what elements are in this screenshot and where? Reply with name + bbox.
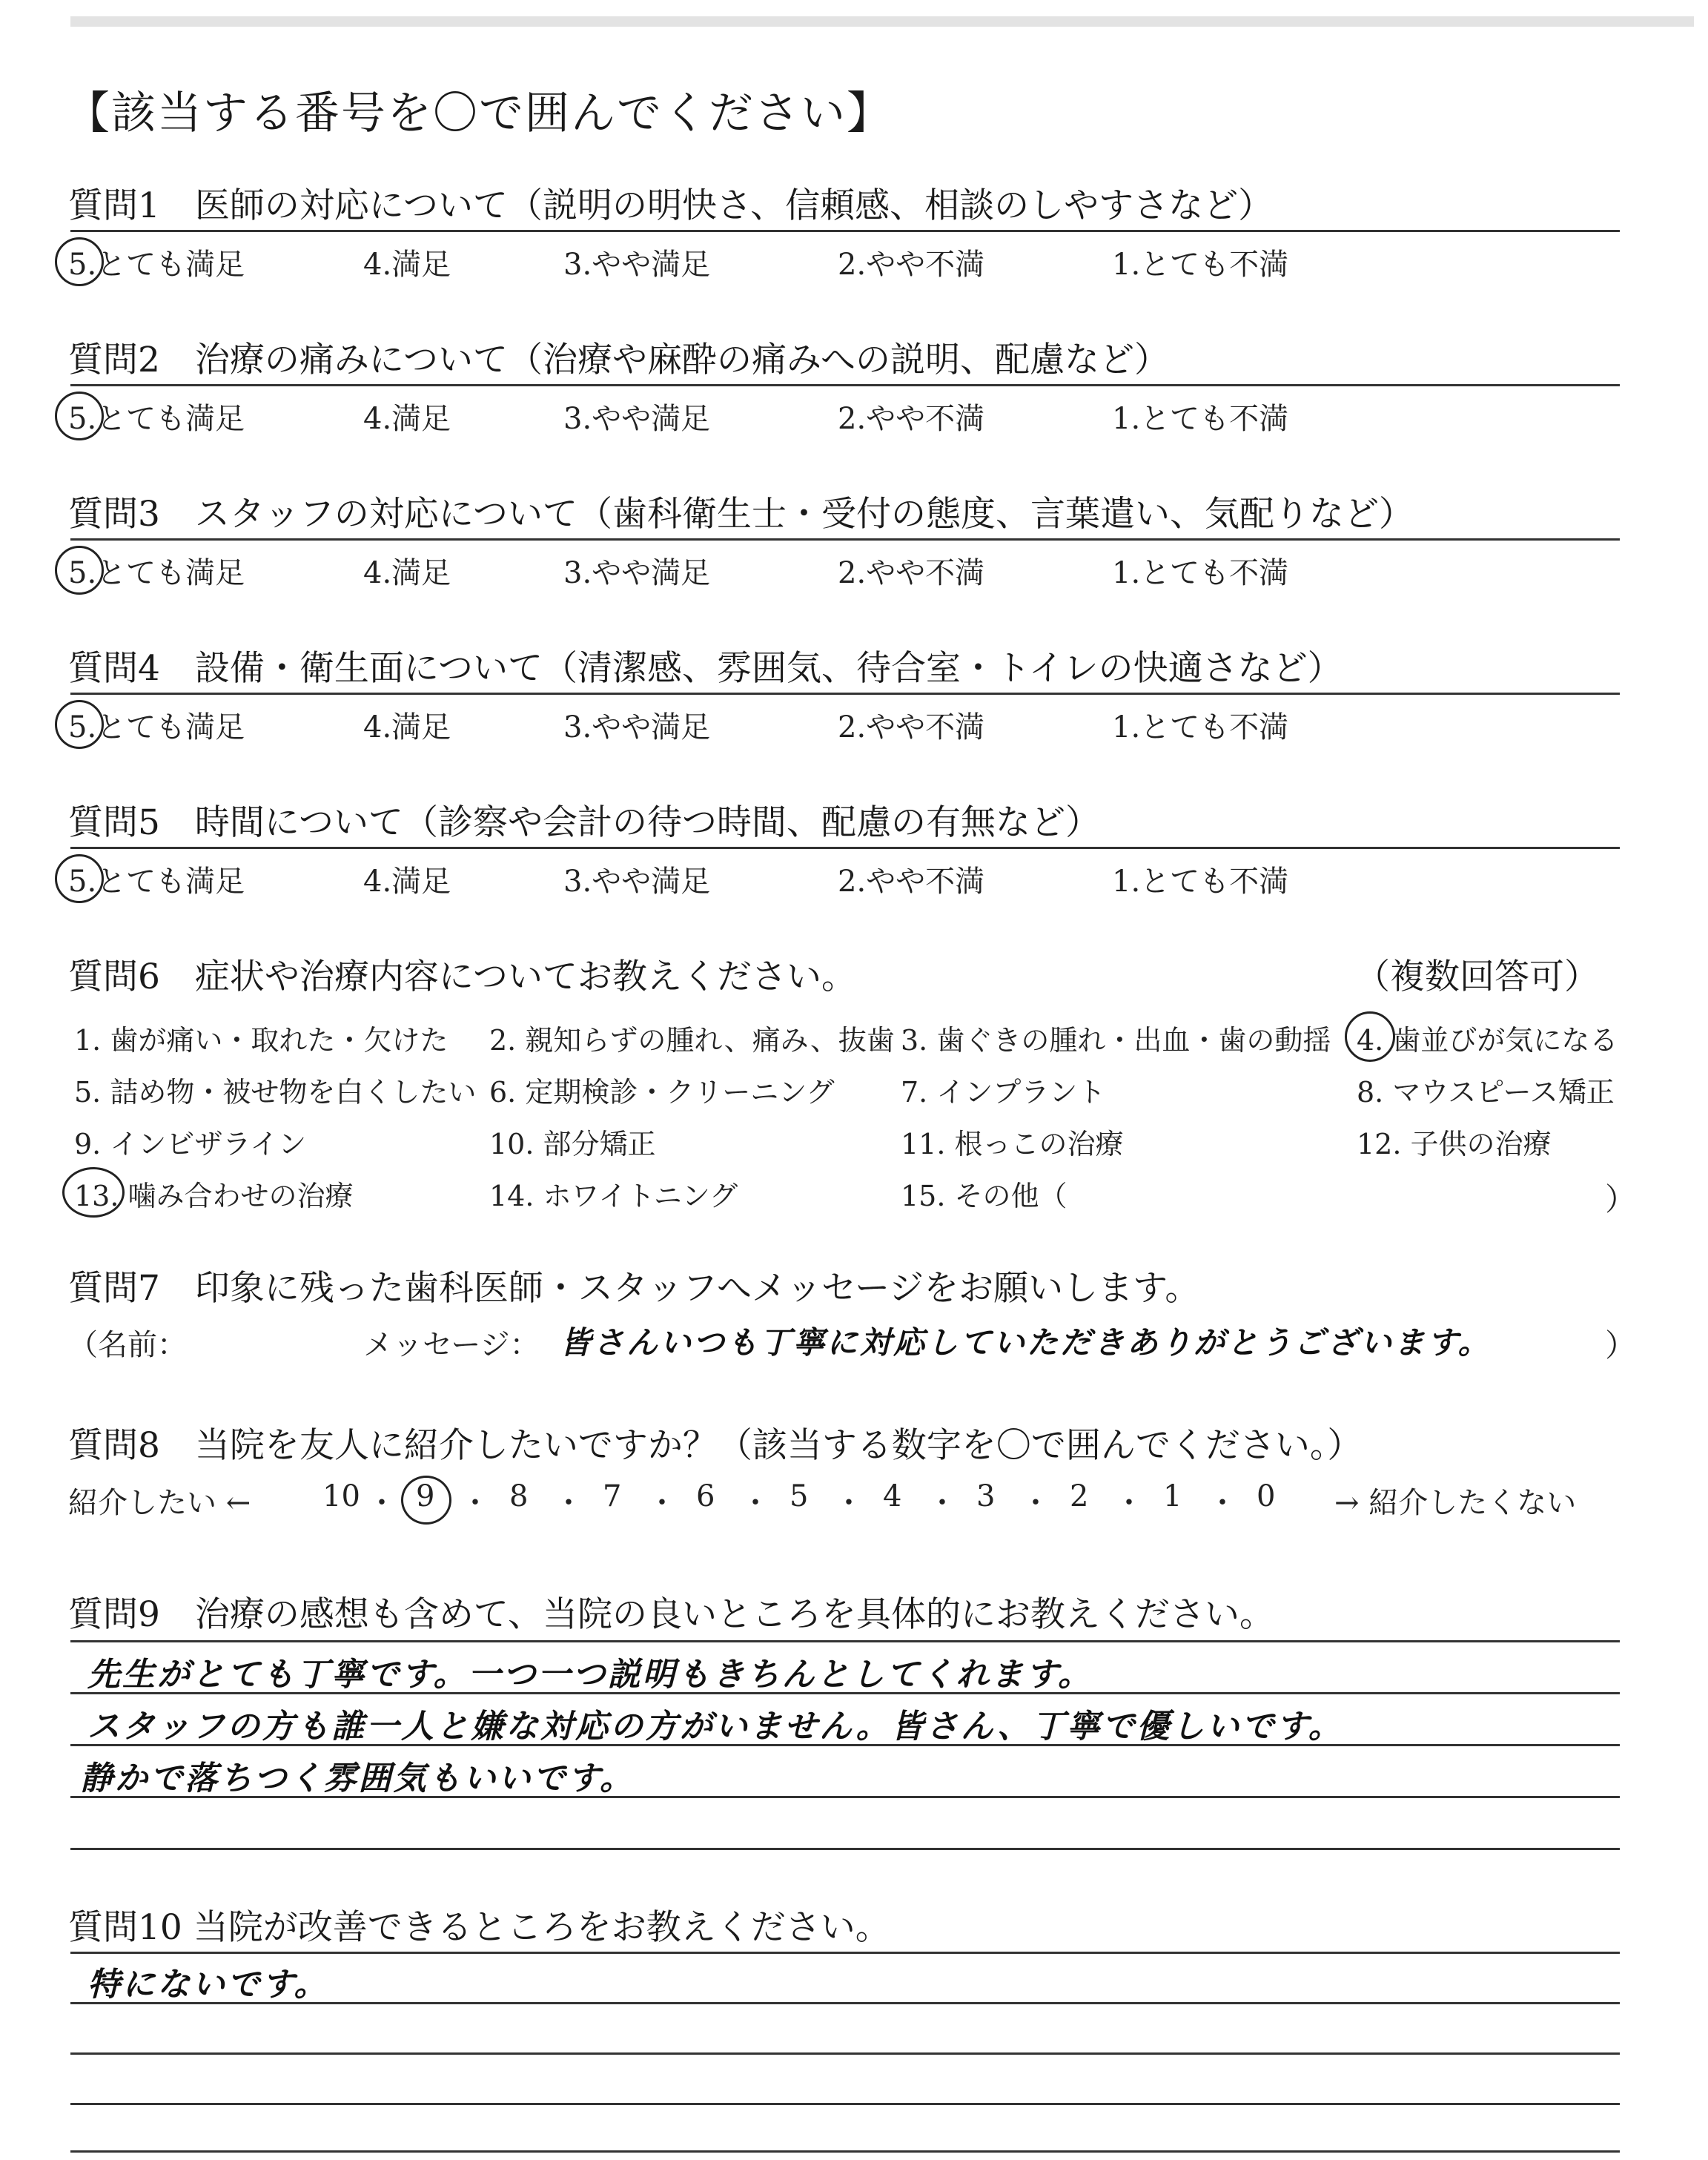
- q3-option-1[interactable]: 1.とても不満: [1112, 556, 1289, 590]
- q6-item-12[interactable]: 12. 子供の治療: [1357, 1128, 1552, 1160]
- q5-option-5[interactable]: 5.とても満足: [68, 865, 245, 899]
- q8-dot: ・: [554, 1486, 583, 1520]
- q8-dot: ・: [367, 1486, 397, 1520]
- q6-item-11[interactable]: 11. 根っこの治療: [901, 1128, 1124, 1160]
- q6-note: （複数回答可）: [1355, 957, 1599, 997]
- q4-option-5[interactable]: 5.とても満足: [68, 710, 245, 744]
- q1-option-4[interactable]: 4.満足: [363, 248, 451, 282]
- q1-selection-circle: [55, 237, 104, 286]
- page-title: 【該当する番号を〇で囲んでください】: [65, 87, 893, 139]
- q9-line-5: [70, 1848, 1620, 1850]
- q7-message-label: メッセージ：: [363, 1328, 540, 1362]
- q7-title: 質問7 印象に残った歯科医師・スタッフへメッセージをお願いします。: [68, 1268, 1200, 1309]
- q3-option-2[interactable]: 2.やや不満: [838, 556, 985, 590]
- q4-option-2[interactable]: 2.やや不満: [838, 710, 985, 744]
- q8-score-0[interactable]: 0: [1257, 1479, 1276, 1513]
- q8-dot: ・: [1114, 1486, 1144, 1520]
- q6-title: 質問6 症状や治療内容についてお教えください。: [68, 957, 856, 997]
- top-border: [70, 16, 1694, 27]
- q6-item-4[interactable]: 4. 歯並びが気になる: [1357, 1024, 1618, 1057]
- q6-item-2[interactable]: 2. 親知らずの腫れ、痛み、抜歯: [489, 1024, 895, 1057]
- q6-item-9[interactable]: 9. インビザライン: [74, 1128, 307, 1160]
- q7-message: 皆さんいつも丁寧に対応していただきありがとうございます。: [560, 1324, 1492, 1361]
- q2-option-2[interactable]: 2.やや不満: [838, 402, 985, 436]
- q8-score-6[interactable]: 6: [696, 1479, 715, 1513]
- q9-title: 質問9 治療の感想も含めて、当院の良いところを具体的にお教えください。: [68, 1594, 1274, 1635]
- q2-rule: [70, 384, 1620, 386]
- q8-dot: ・: [834, 1486, 864, 1520]
- q3-selection-circle: [55, 546, 104, 595]
- q3-option-5[interactable]: 5.とても満足: [68, 556, 245, 590]
- q6-item-15[interactable]: 15. その他（: [901, 1180, 1068, 1212]
- q3-rule: [70, 538, 1620, 541]
- q8-score-4[interactable]: 4: [883, 1479, 902, 1513]
- q2-option-1[interactable]: 1.とても不満: [1112, 402, 1289, 436]
- q10-line-5: [70, 2150, 1620, 2153]
- q5-title: 質問5 時間について（診察や会計の待つ時間、配慮の有無など）: [68, 802, 1100, 843]
- q2-option-3[interactable]: 3.やや満足: [563, 402, 711, 436]
- q4-title: 質問4 設備・衛生面について（清潔感、雰囲気、待合室・トイレの快適さなど）: [68, 648, 1343, 689]
- q8-dot: ・: [927, 1486, 957, 1520]
- q10-line-1: [70, 1952, 1620, 1954]
- q7-close-paren: ）: [1605, 1327, 1637, 1364]
- q9-line-1: [70, 1640, 1620, 1642]
- q3-option-4[interactable]: 4.満足: [363, 556, 451, 590]
- q5-option-3[interactable]: 3.やや満足: [563, 865, 711, 899]
- q5-option-4[interactable]: 4.満足: [363, 865, 451, 899]
- q6-item-7[interactable]: 7. インプラント: [901, 1076, 1106, 1109]
- q6-item-10[interactable]: 10. 部分矯正: [489, 1128, 656, 1160]
- q4-selection-circle: [55, 700, 104, 749]
- q8-score-2[interactable]: 2: [1070, 1479, 1089, 1513]
- q8-score-5[interactable]: 5: [790, 1479, 809, 1513]
- q5-rule: [70, 847, 1620, 849]
- q8-score-9[interactable]: 9: [416, 1479, 435, 1513]
- q5-selection-circle: [55, 854, 104, 903]
- q3-option-3[interactable]: 3.やや満足: [563, 556, 711, 590]
- q8-left-label: 紹介したい ←: [68, 1486, 251, 1520]
- q9-answer-1: 先生がとても丁寧です。一つ一つ説明もきちんとしてくれます。: [87, 1656, 1093, 1694]
- q3-title: 質問3 スタッフの対応について（歯科衛生士・受付の態度、言葉遣い、気配りなど）: [68, 494, 1414, 535]
- q8-score-10[interactable]: 10: [322, 1479, 360, 1513]
- q2-title: 質問2 治療の痛みについて（治療や麻酔の痛みへの説明、配慮など）: [68, 340, 1170, 380]
- q2-selection-circle: [55, 392, 104, 440]
- q6-selection-circle-13: [62, 1167, 125, 1218]
- q6-item-8[interactable]: 8. マウスピース矯正: [1357, 1076, 1615, 1109]
- q10-line-3: [70, 2052, 1620, 2055]
- q6-item-5[interactable]: 5. 詰め物・被せ物を白くしたい: [74, 1076, 477, 1109]
- q6-close-paren: ）: [1605, 1181, 1637, 1218]
- q6-item-13[interactable]: 13. 噛み合わせの治療: [74, 1180, 354, 1212]
- q2-option-4[interactable]: 4.満足: [363, 402, 451, 436]
- q8-right-label: → 紹介したくない: [1334, 1486, 1577, 1520]
- q6-selection-circle-4: [1345, 1011, 1395, 1062]
- q4-option-1[interactable]: 1.とても不満: [1112, 710, 1289, 744]
- q8-dot: ・: [647, 1486, 677, 1520]
- q8-dot: ・: [741, 1486, 770, 1520]
- q1-option-1[interactable]: 1.とても不満: [1112, 248, 1289, 282]
- q8-score-7[interactable]: 7: [603, 1479, 622, 1513]
- q4-rule: [70, 693, 1620, 695]
- q9-answer-2: スタッフの方も誰一人と嫌な対応の方がいません。皆さん、丁寧で優しいです。: [87, 1708, 1343, 1745]
- q1-option-5[interactable]: 5.とても満足: [68, 248, 245, 282]
- q1-option-2[interactable]: 2.やや不満: [838, 248, 985, 282]
- q7-name-label: （名前：: [68, 1328, 187, 1362]
- q6-item-14[interactable]: 14. ホワイトニング: [489, 1180, 738, 1212]
- q8-dot: ・: [1208, 1486, 1237, 1520]
- q8-score-8[interactable]: 8: [509, 1479, 529, 1513]
- q6-item-1[interactable]: 1. 歯が痛い・取れた・欠けた: [74, 1024, 448, 1057]
- q6-item-6[interactable]: 6. 定期検診・クリーニング: [489, 1076, 835, 1109]
- q2-option-5[interactable]: 5.とても満足: [68, 402, 245, 436]
- q10-answer-1: 特にないです。: [87, 1966, 329, 2004]
- q9-answer-3: 静かで落ちつく雰囲気もいいです。: [80, 1760, 635, 1797]
- q10-title: 質問10 当院が改善できるところをお教えください。: [68, 1907, 890, 1948]
- q8-score-1[interactable]: 1: [1163, 1479, 1182, 1513]
- q6-item-3[interactable]: 3. 歯ぐきの腫れ・出血・歯の動揺: [901, 1024, 1331, 1057]
- q8-score-3[interactable]: 3: [976, 1479, 996, 1513]
- q8-dot: ・: [1021, 1486, 1050, 1520]
- q8-title: 質問8 当院を友人に紹介したいですか？（該当する数字を〇で囲んでください。）: [68, 1425, 1363, 1466]
- q8-selection-circle: [401, 1476, 451, 1525]
- q4-option-4[interactable]: 4.満足: [363, 710, 451, 744]
- q5-option-2[interactable]: 2.やや不満: [838, 865, 985, 899]
- q1-option-3[interactable]: 3.やや満足: [563, 248, 711, 282]
- q5-option-1[interactable]: 1.とても不満: [1112, 865, 1289, 899]
- q8-dot: ・: [460, 1486, 490, 1520]
- q10-line-4: [70, 2103, 1620, 2105]
- q1-title: 質問1 医師の対応について（説明の明快さ、信頼感、相談のしやすさなど）: [68, 185, 1274, 226]
- q1-rule: [70, 230, 1620, 232]
- q4-option-3[interactable]: 3.やや満足: [563, 710, 711, 744]
